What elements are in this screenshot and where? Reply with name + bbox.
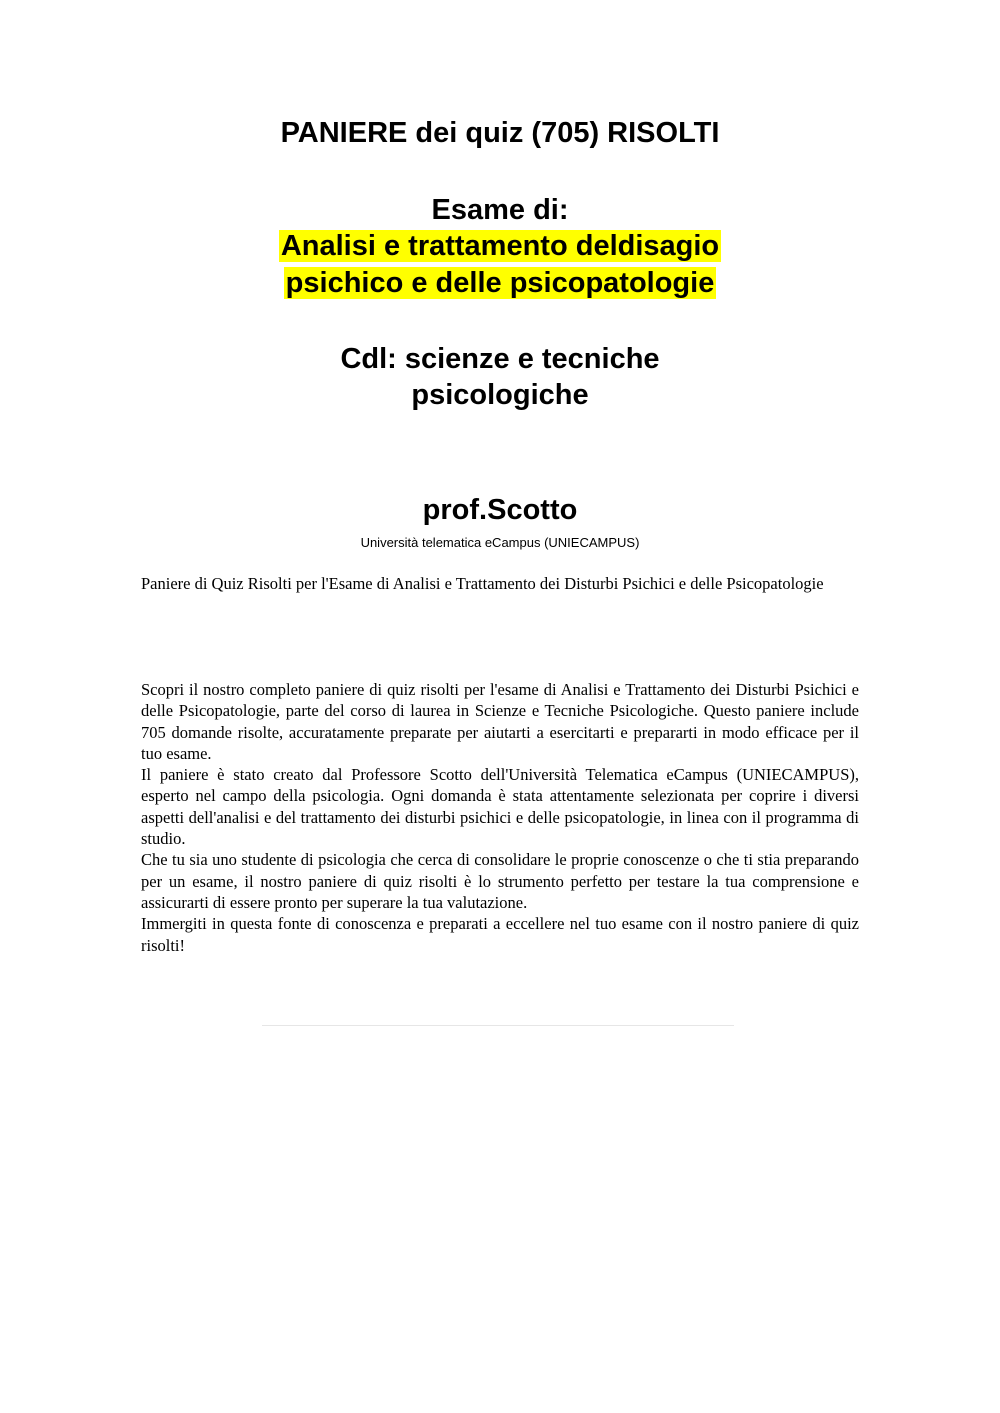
exam-subject-line-1: Analisi e trattamento deldisagio bbox=[280, 230, 720, 262]
degree-course-line-2: psicologiche bbox=[411, 379, 589, 411]
professor-name: prof.Scotto bbox=[422, 494, 578, 526]
university-name: Università telematica eCampus (UNIECAMPUS) bbox=[360, 535, 640, 550]
divider-line bbox=[262, 1025, 734, 1026]
description-body bbox=[141, 679, 859, 956]
body-paragraph-1: Scopri il nostro completo paniere di quiz risolti per l'esame di Analisi e Trattamento dei Disturbi Psichici e delle Psicopatologie, parte del corso di laurea in Scienze e Tecniche Psicologiche. Questo paniere include 705 domande risolte, accuratamente preparate per aiutarti a esercitarti e prepararti in modo efficace per il tuo esame. bbox=[141, 680, 859, 763]
body-paragraph-3: Che tu sia uno studente di psicologia che cerca di consolidare le proprie conoscenze o che ti stia preparando per un esame, il nostro paniere di quiz risolti è lo strumento perfetto per testare la tua comprensione e assicurarti di essere pronto per superare la tua valutazione. bbox=[141, 850, 859, 912]
document-title: PANIERE dei quiz (705) RISOLTI bbox=[280, 117, 720, 149]
exam-label: Esame di: bbox=[431, 194, 569, 226]
degree-course bbox=[0, 341, 1000, 413]
body-paragraph-4: Immergiti in questa fonte di conoscenza e preparati a eccellere nel tuo esame con il nostro paniere di quiz risolti! bbox=[141, 914, 859, 955]
intro-paragraph: Paniere di Quiz Risolti per l'Esame di Analisi e Trattamento dei Disturbi Psichici e delle Psicopatologie bbox=[141, 574, 824, 593]
body-paragraph-2: Il paniere è stato creato dal Professore Scotto dell'Università Telematica eCampus (UNIECAMPUS), esperto nel campo della psicologia. Ogni domanda è stata attentamente selezionata per coprire i diversi aspetti dell'analisi e del trattamento dei disturbi psichici e delle psicopatologie, in linea con il programma di studio. bbox=[141, 765, 859, 849]
exam-subject bbox=[0, 228, 1000, 302]
degree-course-line-1: Cdl: scienze e tecniche bbox=[340, 343, 660, 375]
exam-subject-line-2: psichico e delle psicopatologie bbox=[285, 267, 715, 299]
